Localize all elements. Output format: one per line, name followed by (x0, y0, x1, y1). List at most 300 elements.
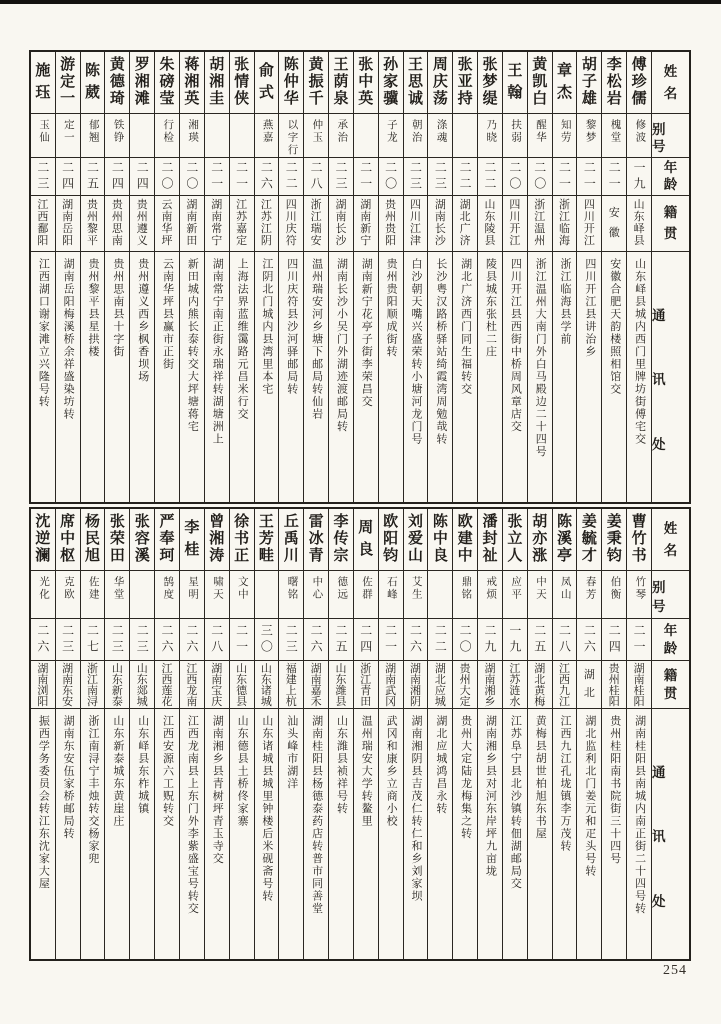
person-native-place: 贵 州 贵 阳 (379, 196, 403, 252)
person-native-place: 江 西 鄱 阳 (31, 196, 55, 252)
person-name: 姜 秉 钧 (602, 509, 626, 571)
person-address-cell (379, 709, 403, 959)
table-header-column (651, 509, 689, 959)
person-column (154, 509, 179, 959)
person-age-cell (230, 158, 254, 196)
person-age: 二三 (60, 623, 75, 656)
person-alias-cell (130, 571, 154, 619)
person-age: 二五 (85, 160, 100, 193)
person-alias: 黎梦 (584, 119, 596, 144)
person-age-cell (354, 619, 378, 661)
person-alias-cell (31, 571, 55, 619)
person-address: 湖南岳阳梅溪桥余祥盛染坊转 (62, 258, 75, 421)
person-alias-cell (602, 114, 626, 158)
person-age-cell (354, 158, 378, 196)
person-age-cell (528, 619, 552, 661)
person-name: 曹 竹 书 (627, 509, 651, 571)
person-age-cell (105, 619, 129, 661)
person-native-place: 湖 南 桂 阳 (627, 661, 651, 709)
person-column (552, 52, 577, 502)
page-number: 254 (663, 963, 687, 978)
header-address: 通 讯 处 (652, 764, 666, 909)
person-age: 二三 (35, 160, 50, 193)
person-alias: 修波 (634, 119, 646, 144)
person-address-cell (230, 709, 254, 959)
person-native-place: 江 西 龙 南 (180, 661, 204, 709)
person-age-cell (230, 619, 254, 661)
person-alias-cell (205, 571, 229, 619)
person-alias-cell (404, 114, 428, 158)
person-column (328, 52, 353, 502)
person-column (278, 52, 303, 502)
person-address-cell (180, 709, 204, 959)
person-native-place: 四 川 江 津 (404, 196, 428, 252)
header-native-place: 籍 贯 (652, 661, 689, 709)
person-age: 二一 (607, 160, 622, 193)
person-address: 浙江南浔宁丰烛转交杨家兜 (87, 715, 100, 865)
person-alias: 鼎铭 (460, 576, 472, 601)
person-age: 二二 (483, 160, 498, 193)
person-age-cell (205, 619, 229, 661)
person-name: 李 传 宗 (329, 509, 353, 571)
person-alias-cell (503, 114, 527, 158)
person-column (154, 52, 179, 502)
person-alias: 燕嘉 (261, 119, 273, 144)
person-column (626, 52, 651, 502)
person-alias-cell (453, 571, 477, 619)
person-address: 温州瑞安河乡塘下邮局转仙岩 (310, 258, 323, 421)
person-column (278, 509, 303, 959)
person-address: 贵州大定陆龙梅集之转 (459, 715, 472, 840)
person-alias-cell (478, 114, 502, 158)
person-column (427, 52, 452, 502)
person-column (378, 509, 403, 959)
person-age-cell (155, 619, 179, 661)
person-age: 二三 (284, 623, 299, 656)
person-column (80, 52, 105, 502)
person-native-place: 山 东 郯 城 (130, 661, 154, 709)
person-alias-cell (354, 571, 378, 619)
person-name: 李 桂 (180, 509, 204, 571)
person-address-cell (404, 252, 428, 502)
person-native-place: 四 川 庆 符 (279, 196, 303, 252)
person-name: 施 珏 (31, 52, 55, 114)
person-age-cell (553, 158, 577, 196)
person-alias: 艾生 (410, 576, 422, 601)
person-alias: 华堂 (112, 576, 124, 601)
person-age: 二二 (458, 160, 473, 193)
person-column (179, 52, 204, 502)
person-address-cell (205, 252, 229, 502)
person-age: 二〇 (532, 160, 547, 193)
person-address: 武冈和康乡立商小校 (385, 715, 398, 828)
person-native-place: 贵 州 桂 阳 (602, 661, 626, 709)
person-name: 陈 溪 亭 (553, 509, 577, 571)
person-column (576, 52, 601, 502)
person-address: 湖南桂阳县杨德泰药店转普市同善堂 (310, 715, 323, 915)
person-column (452, 52, 477, 502)
person-column (229, 509, 254, 959)
person-address-cell (255, 709, 279, 959)
person-column (403, 509, 428, 959)
person-native-place: 湖 南 湘 乡 (478, 661, 502, 709)
person-address-cell (105, 709, 129, 959)
person-column (229, 52, 254, 502)
person-alias-cell (354, 114, 378, 158)
person-address: 江西安源六工贶转交 (161, 715, 174, 828)
person-name: 胡 亦 涨 (528, 509, 552, 571)
person-alias: 涤魂 (435, 119, 447, 144)
person-age-cell (379, 158, 403, 196)
person-age-cell (553, 619, 577, 661)
person-native-place: 湖 南 嘉 禾 (304, 661, 328, 709)
person-age-cell (428, 619, 452, 661)
person-native-place: 湖 南 岳 阳 (56, 196, 80, 252)
person-address: 湖南湘乡县青树坪青玉寺交 (211, 715, 224, 865)
person-alias: 湘瑛 (187, 119, 199, 144)
person-column (31, 509, 55, 959)
person-name: 姜 毓 才 (577, 509, 601, 571)
person-alias-cell (230, 571, 254, 619)
person-name: 陈 中 良 (428, 509, 452, 571)
person-alias-cell (404, 571, 428, 619)
person-alias-cell (155, 114, 179, 158)
person-alias: 仲玉 (311, 119, 323, 144)
person-column (254, 509, 279, 959)
person-native-place: 山 东 诸 城 (255, 661, 279, 709)
person-address-cell (577, 709, 601, 959)
person-age: 二三 (433, 160, 448, 193)
person-age: 二一 (557, 160, 572, 193)
person-name: 孙 家 骥 (379, 52, 403, 114)
person-alias: 槐堂 (609, 119, 621, 144)
person-age-cell (503, 158, 527, 196)
person-alias: 行检 (162, 119, 174, 144)
person-native-place: 湖 南 湘 阴 (404, 661, 428, 709)
person-address: 新田城内熊长泰转交大坪塘蒋宅 (186, 258, 199, 433)
person-alias-cell (255, 571, 279, 619)
person-name: 张 中 英 (354, 52, 378, 114)
person-name: 张 立 人 (503, 509, 527, 571)
person-age-cell (130, 619, 154, 661)
person-alias-cell (205, 114, 229, 158)
person-address: 山东新泰城东黄崖庄 (111, 715, 124, 828)
person-age-cell (304, 158, 328, 196)
person-name: 雷 冰 青 (304, 509, 328, 571)
person-address: 江苏阜宁县北沙镇转佃湖邮局交 (509, 715, 522, 890)
person-alias-cell (304, 114, 328, 158)
person-age-cell (304, 619, 328, 661)
person-column (328, 509, 353, 959)
person-address: 湖南湘阴县吉茂仁转仁和乡刘家坝 (409, 715, 422, 903)
person-column (104, 509, 129, 959)
person-address: 湖南常宁南正街永瑞祥转湖塘洲上 (211, 258, 224, 446)
person-address-cell (503, 252, 527, 502)
person-column (601, 52, 626, 502)
person-age: 二七 (85, 623, 100, 656)
person-alias-cell (528, 571, 552, 619)
person-address: 湖南桂阳县南城内南正街二十四号转 (633, 715, 646, 915)
person-name: 黄 振 千 (304, 52, 328, 114)
person-address: 浙江临海县学前 (559, 258, 572, 346)
person-address: 安徽合肥天韵楼照相馆交 (608, 258, 621, 396)
person-address-cell (553, 709, 577, 959)
person-native-place: 贵 州 大 定 (453, 661, 477, 709)
person-alias: 凤山 (559, 576, 571, 601)
person-alias: 扶弱 (510, 119, 522, 144)
person-age-cell (255, 619, 279, 661)
person-alias: 朝治 (410, 119, 422, 144)
person-address: 贵州贵阳顺成街转 (385, 258, 398, 358)
person-address: 山东诸城县城里钟楼后米砚斋号转 (260, 715, 273, 903)
person-alias: 中心 (311, 576, 323, 601)
person-age: 二四 (110, 160, 125, 193)
person-age-cell (180, 619, 204, 661)
person-native-place: 浙 江 青 田 (354, 661, 378, 709)
person-address: 湖北监利北门姜元和疋头号转 (583, 715, 596, 878)
person-alias-cell (528, 114, 552, 158)
person-native-place: 浙 江 瑞 安 (304, 196, 328, 252)
person-native-place: 湖 北 广 济 (453, 196, 477, 252)
person-alias: 中天 (534, 576, 546, 601)
header-age: 年 龄 (652, 619, 689, 661)
person-age: 二六 (309, 623, 324, 656)
person-address: 长沙粤汉路桥驿站绮霞湾周勉哉转 (434, 258, 447, 446)
person-alias-cell (56, 114, 80, 158)
person-age-cell (503, 619, 527, 661)
person-column (31, 52, 55, 502)
person-alias-cell (279, 571, 303, 619)
person-address: 湖南长沙小吴门外湖迹渡邮局转 (335, 258, 348, 433)
person-address: 山东德县土桥佟家寨 (236, 715, 249, 828)
person-alias: 定一 (62, 119, 74, 144)
person-address-cell (230, 252, 254, 502)
person-age-cell (31, 158, 55, 196)
person-native-place: 江 苏 江 阴 (255, 196, 279, 252)
person-address: 上海法界蓝维霭路元昌米行交 (236, 258, 249, 421)
person-age: 二六 (184, 623, 199, 656)
person-alias: 应平 (510, 576, 522, 601)
person-age: 二四 (607, 623, 622, 656)
person-alias: 郁翘 (87, 119, 99, 144)
person-alias: 伯衡 (609, 576, 621, 601)
person-native-place: 山 东 德 县 (230, 661, 254, 709)
person-native-place: 云 南 华 坪 (155, 196, 179, 252)
person-age-cell (329, 158, 353, 196)
person-alias: 文中 (236, 576, 248, 601)
person-age-cell (31, 619, 55, 661)
person-native-place: 浙 江 温 州 (528, 196, 552, 252)
person-address-cell (453, 252, 477, 502)
person-column (353, 509, 378, 959)
person-column (626, 509, 651, 959)
person-age-cell (528, 158, 552, 196)
person-address: 贵州思南县十字街 (111, 258, 124, 358)
person-column (129, 52, 154, 502)
person-name: 游 定 一 (56, 52, 80, 114)
person-address: 山东潍县祯祥号转 (335, 715, 348, 815)
person-alias-cell (155, 571, 179, 619)
person-age-cell (255, 158, 279, 196)
person-name: 丘 禹 川 (279, 509, 303, 571)
person-address-cell (56, 252, 80, 502)
person-alias-cell (428, 571, 452, 619)
person-alias-cell (255, 114, 279, 158)
person-address-cell (478, 252, 502, 502)
person-alias: 玉仙 (38, 119, 50, 144)
person-age: 二二 (284, 160, 299, 193)
person-age-cell (105, 158, 129, 196)
person-address-cell (329, 252, 353, 502)
person-age: 二〇 (507, 160, 522, 193)
person-alias-cell (81, 571, 105, 619)
person-name: 周 良 (354, 509, 378, 571)
person-name: 王 荫 泉 (329, 52, 353, 114)
person-alias: 克欧 (62, 576, 74, 601)
person-native-place: 山 东 潍 县 (329, 661, 353, 709)
person-address-cell (528, 252, 552, 502)
person-age: 二〇 (458, 623, 473, 656)
person-name: 张 亚 持 (453, 52, 477, 114)
person-column (502, 509, 527, 959)
person-age: 二三 (333, 160, 348, 193)
person-alias-cell (279, 114, 303, 158)
person-address-cell (304, 709, 328, 959)
person-name: 欧 阳 钧 (379, 509, 403, 571)
person-address: 山东峄县城内西门里牌坊街傅宅交 (633, 258, 646, 446)
person-native-place: 湖 南 常 宁 (205, 196, 229, 252)
person-age: 三〇 (259, 623, 274, 656)
person-age: 二九 (483, 623, 498, 656)
person-alias-cell (379, 571, 403, 619)
person-address: 浙江温州大南门外白马殿边二十四号 (534, 258, 547, 458)
person-alias: 承治 (336, 119, 348, 144)
person-address: 江西龙南县上东门外李紫盛宝号转交 (186, 715, 199, 915)
person-address-cell (255, 252, 279, 502)
person-age: 二三 (135, 623, 150, 656)
person-alias-cell (105, 571, 129, 619)
person-address: 湖北应城鸿昌永转 (434, 715, 447, 815)
person-age-cell (577, 619, 601, 661)
person-native-place: 福 建 上 杭 (279, 661, 303, 709)
person-alias: 啸天 (211, 576, 223, 601)
header-age: 年 龄 (652, 158, 689, 196)
person-address-cell (56, 709, 80, 959)
directory-table-bottom (29, 507, 691, 961)
person-alias: 石峰 (385, 576, 397, 601)
person-name: 严 奉 珂 (155, 509, 179, 571)
person-native-place: 山 东 陵 县 (478, 196, 502, 252)
person-address: 振西学务委员会转江东沈家大屋 (37, 715, 50, 890)
person-name: 潘 封 祉 (478, 509, 502, 571)
person-age: 二五 (333, 623, 348, 656)
person-address-cell (205, 709, 229, 959)
person-alias: 铁铮 (112, 119, 124, 144)
person-native-place: 浙 江 临 海 (553, 196, 577, 252)
person-age-cell (627, 158, 651, 196)
person-age-cell (81, 619, 105, 661)
person-native-place: 贵 州 遵 义 (130, 196, 154, 252)
person-name: 陈 仲 华 (279, 52, 303, 114)
person-age-cell (279, 619, 303, 661)
person-column (477, 52, 502, 502)
person-native-place: 浙 江 南 浔 (81, 661, 105, 709)
person-address-cell (155, 252, 179, 502)
person-column (303, 52, 328, 502)
directory-table-top (29, 50, 691, 504)
person-address-cell (577, 252, 601, 502)
person-column (80, 509, 105, 959)
person-native-place: 湖 南 长 沙 (428, 196, 452, 252)
person-address: 白沙朝天嘴兴盛荣转小塘河龙门号 (409, 258, 422, 446)
person-address-cell (354, 252, 378, 502)
person-column (55, 52, 80, 502)
person-name: 张 容 溪 (130, 509, 154, 571)
person-age: 二〇 (184, 160, 199, 193)
person-address: 山东峄县东柞城镇 (136, 715, 149, 815)
person-age: 二一 (632, 623, 647, 656)
person-native-place: 湖 南 长 沙 (329, 196, 353, 252)
person-address: 湖南东安伍家桥邮局转 (62, 715, 75, 840)
person-name: 欧 建 中 (453, 509, 477, 571)
person-name: 王 芳 畦 (255, 509, 279, 571)
person-column (303, 509, 328, 959)
person-column (601, 509, 626, 959)
person-address: 江西九江孔垅镇李万茂转 (559, 715, 572, 853)
person-name: 席 中 枢 (56, 509, 80, 571)
person-address-cell (329, 709, 353, 959)
person-age-cell (130, 158, 154, 196)
person-alias: 德远 (336, 576, 348, 601)
person-alias-cell (180, 114, 204, 158)
person-address: 汕头峰市湖洋 (285, 715, 298, 790)
person-age-cell (453, 619, 477, 661)
person-age: 二一 (383, 623, 398, 656)
person-alias-cell (503, 571, 527, 619)
person-address: 四川开江县讲治乡 (583, 258, 596, 358)
person-address: 云南华坪县赢市正街 (161, 258, 174, 371)
person-column (204, 509, 229, 959)
person-alias-cell (105, 114, 129, 158)
person-age: 二〇 (160, 160, 175, 193)
person-alias: 春芳 (584, 576, 596, 601)
person-age: 二一 (234, 160, 249, 193)
person-address-cell (379, 252, 403, 502)
person-alias: 子龙 (385, 119, 397, 144)
person-age: 二四 (60, 160, 75, 193)
person-age: 二四 (358, 623, 373, 656)
person-column (576, 509, 601, 959)
person-column (502, 52, 527, 502)
person-column (55, 509, 80, 959)
person-address: 湖南新宁花亭子街李荣昌交 (360, 258, 373, 408)
header-name: 姓 名 (652, 509, 689, 571)
person-age-cell (56, 158, 80, 196)
person-column (378, 52, 403, 502)
person-alias-cell (329, 571, 353, 619)
person-age: 二〇 (383, 160, 398, 193)
person-alias: 佐群 (361, 576, 373, 601)
person-alias: 醒华 (534, 119, 546, 144)
person-address: 贵州黎平县星拱楼 (87, 258, 100, 358)
person-address-cell (478, 709, 502, 959)
person-native-place: 四 川 开 江 (503, 196, 527, 252)
person-name: 刘 爱 山 (404, 509, 428, 571)
person-alias-cell (627, 571, 651, 619)
person-address: 江阴北门城内县湾里本宅 (260, 258, 273, 396)
person-address-cell (180, 252, 204, 502)
person-native-place: 湖 南 宝 庆 (205, 661, 229, 709)
